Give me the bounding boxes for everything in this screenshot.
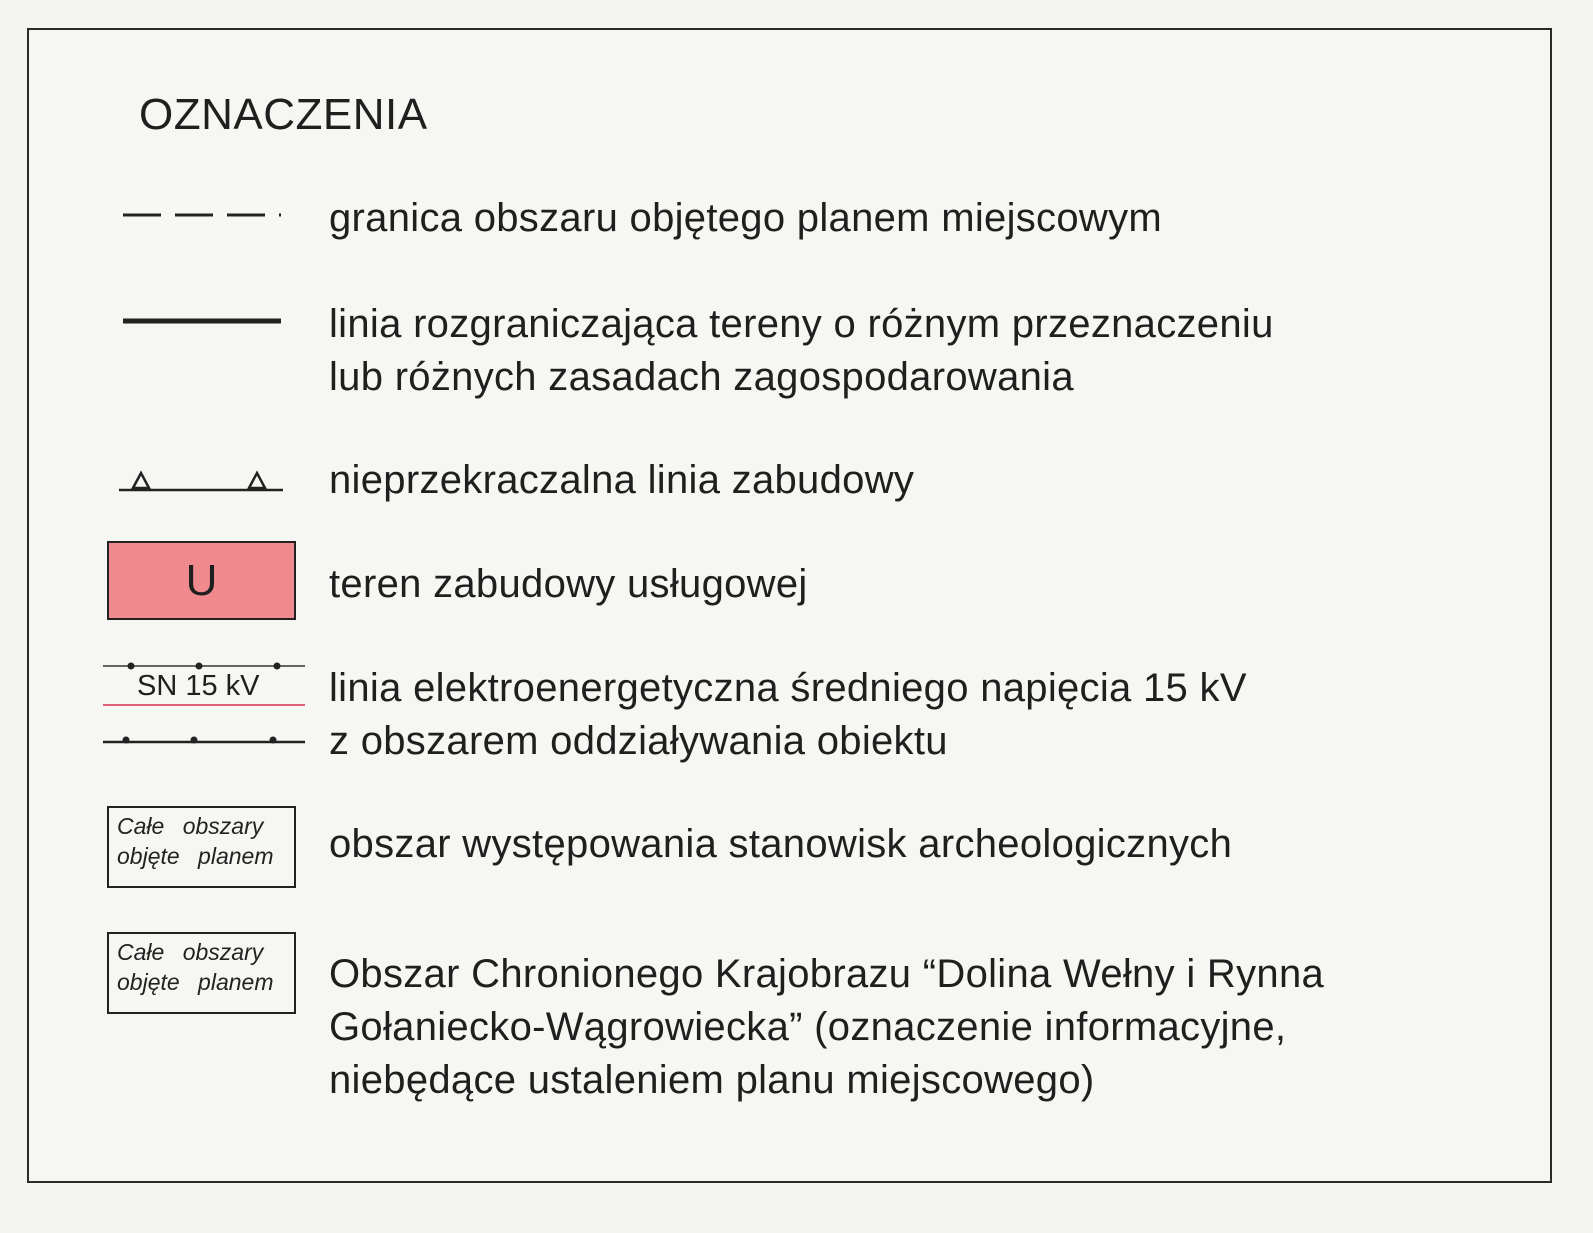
archaeological-box-symbol: Całe obszary objęte planem bbox=[107, 806, 296, 888]
legend-item-service-area: teren zabudowy usługowej bbox=[329, 562, 808, 606]
legend-item-archaeological: obszar występowania stanowisk archeologicznych bbox=[329, 822, 1233, 866]
dashed-line-symbol bbox=[121, 210, 286, 220]
building-line-triangles-symbol bbox=[117, 466, 287, 496]
legend-item-building-line: nieprzekraczalna linia zabudowy bbox=[329, 458, 915, 502]
power-line-label: SN 15 kV bbox=[137, 670, 260, 702]
legend-item-boundary: granica obszaru objętego planem miejscowym bbox=[329, 196, 1163, 240]
solid-line-symbol bbox=[121, 316, 286, 326]
service-area-swatch bbox=[107, 541, 296, 620]
protected-landscape-box-symbol: Całe obszary objęte planem bbox=[107, 932, 296, 1014]
legend-title: OZNACZENIA bbox=[139, 90, 428, 139]
legend-frame bbox=[27, 28, 1552, 1183]
legend-item-protected-landscape: Obszar Chronionego Krajobrazu “Dolina Wełny i Rynna Gołaniecko-Wągrowiecka” (oznaczenie informacyjne, niebędące ustaleniem planu miejscowego) bbox=[329, 952, 1325, 1102]
swatch-label: U bbox=[185, 555, 218, 605]
legend-item-demarcation: linia rozgraniczająca tereny o różnym przeznaczeniu lub różnych zasadach zagospodarowania bbox=[329, 302, 1274, 399]
legend-item-power-line: linia elektroenergetyczna średniego napięcia 15 kV z obszarem oddziaływania obiektu bbox=[329, 666, 1247, 763]
